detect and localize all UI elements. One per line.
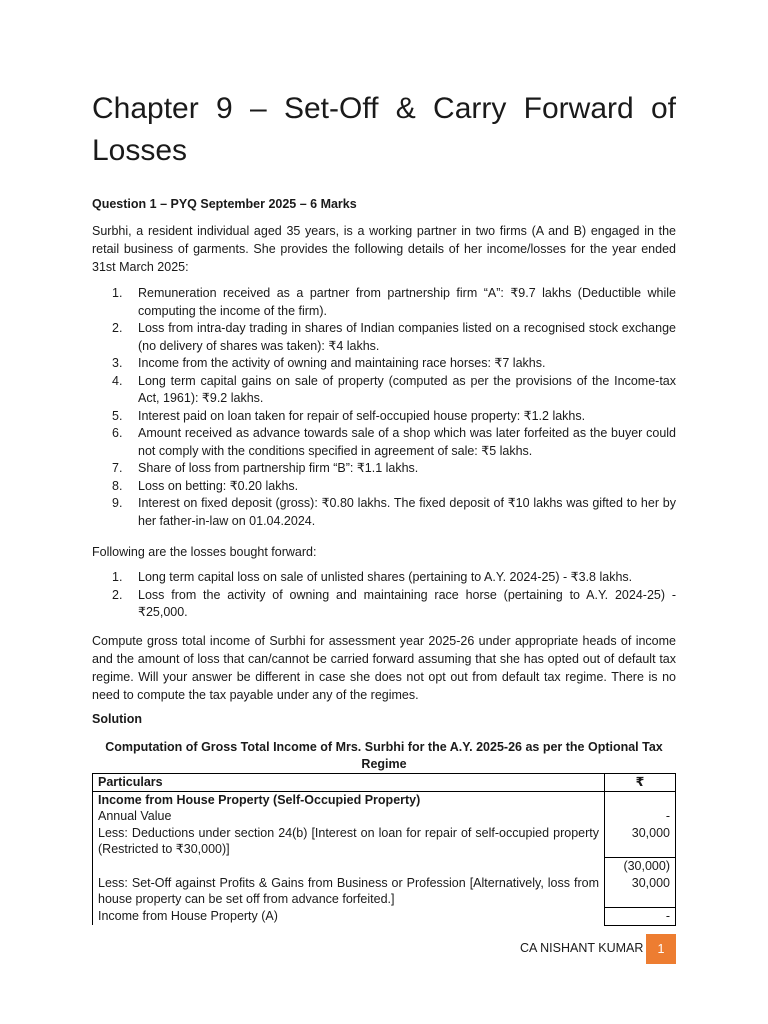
- list-item: 8. Loss on betting: ₹0.20 lakhs.: [112, 478, 299, 493]
- brought-forward-losses-list: [112, 569, 676, 622]
- row-particulars: Less: Deductions under section 24(b) [Interest on loan for repair of self-occupied property (Restricted to ₹30,000)]: [93, 825, 605, 858]
- table-header-row: [93, 774, 676, 792]
- row-amount: -: [605, 908, 676, 926]
- section-heading-house-property: Income from House Property (Self-Occupied Property): [93, 791, 605, 808]
- row-particulars: Income from House Property (A): [93, 908, 605, 926]
- row-amount: 30,000: [605, 875, 676, 908]
- particulars-header: Particulars: [93, 774, 605, 792]
- table-row: [93, 858, 676, 875]
- question-requirement: Compute gross total income of Surbhi for assessment year 2025-26 under appropriate heads of income and the amount of loss that can/cannot be carried forward assuming that she has opted out of default tax regime. Will your answer be different in case she does not opt out from default tax regime. There is no need to compute the tax payable under any of the regimes.: [92, 634, 676, 702]
- row-particulars: [93, 858, 605, 875]
- row-amount: 30,000: [605, 825, 676, 858]
- income-details-list: [112, 285, 676, 530]
- amount-header: ₹: [605, 774, 676, 792]
- page-number-badge: 1: [646, 934, 676, 964]
- table-row: [93, 908, 676, 926]
- brought-forward-intro: Following are the losses bought forward:: [92, 545, 317, 559]
- table-row: [93, 875, 676, 908]
- row-particulars: Annual Value: [93, 808, 605, 825]
- list-item: 9. Interest on fixed deposit (gross): ₹0.80 lakhs. The fixed deposit of ₹10 lakhs was gifted to her by her father-in-law on 01.04.2024.: [112, 496, 676, 528]
- table-title: Computation of Gross Total Income of Mrs. Surbhi for the A.Y. 2025-26 as per the Optional Tax Regime: [105, 740, 663, 771]
- row-amount: (30,000): [605, 858, 676, 875]
- table-row: [93, 791, 676, 808]
- list-item: 3. Income from the activity of owning and maintaining race horses: ₹7 lakhs.: [112, 356, 546, 370]
- row-particulars: Less: Set-Off against Profits & Gains from Business or Profession [Alternatively, loss from house property can be set off from advance forfeited.]: [93, 875, 605, 908]
- chapter-title: Chapter 9 – Set-Off & Carry Forward of Losses: [92, 92, 676, 167]
- list-item: 2. Loss from the activity of owning and maintaining race horse (pertaining to A.Y. 2024-25) - ₹25,000.: [112, 587, 676, 619]
- question-heading: Question 1 – PYQ September 2025 – 6 Marks: [92, 197, 357, 211]
- list-item: 2. Loss from intra-day trading in shares of Indian companies listed on a recognised stock exchange (no delivery of shares was taken): ₹4 lakhs.: [112, 321, 676, 353]
- table-row: [93, 808, 676, 825]
- footer-author: CA NISHANT KUMAR: [520, 941, 644, 955]
- solution-heading: Solution: [92, 712, 142, 726]
- list-item: 5. Interest paid on loan taken for repair of self-occupied house property: ₹1.2 lakhs.: [112, 408, 586, 423]
- list-item: 6. Amount received as advance towards sale of a shop which was later forfeited as the buyer could not comply with the conditions specified in agreement of sale: ₹5 lakhs.: [112, 426, 676, 458]
- table-row: [93, 825, 676, 858]
- list-item: 4. Long term capital gains on sale of property (computed as per the provisions of the Income-tax Act, 1961): ₹9.2 lakhs.: [112, 373, 676, 405]
- question-intro: Surbhi, a resident individual aged 35 years, is a working partner in two firms (A and B) engaged in the retail business of garments. She provides the following details of her income/losses for the year ended 31st March 2025:: [92, 224, 676, 274]
- list-item: 1. Long term capital loss on sale of unlisted shares (pertaining to A.Y. 2024-25) - ₹3.8 lakhs.: [112, 570, 633, 584]
- gross-total-income-table: [92, 773, 676, 926]
- list-item: 1. Remuneration received as a partner from partnership firm “A”: ₹9.7 lakhs (Deductible while computing the income of the firm).: [112, 286, 676, 318]
- list-item: 7. Share of loss from partnership firm “B”: ₹1.1 lakhs.: [112, 461, 419, 475]
- row-amount: -: [605, 808, 676, 825]
